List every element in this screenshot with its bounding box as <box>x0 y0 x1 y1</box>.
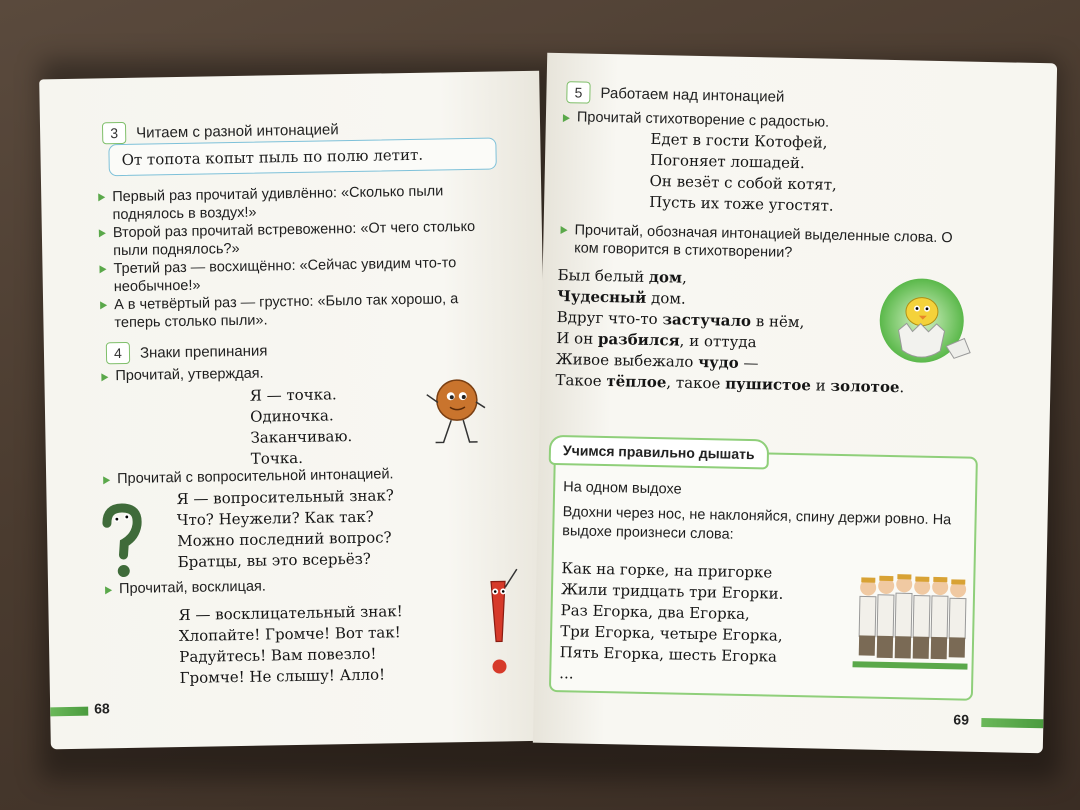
instruction: Прочитай с вопросительной интонацией. <box>101 466 394 487</box>
section-number: 4 <box>106 342 130 364</box>
left-page <box>39 71 551 750</box>
poem-kotofey <box>649 129 838 217</box>
poem-line: Погоняет лошадей. <box>649 150 805 173</box>
tongue-twister-text: От топота копыт пыль по полю летит. <box>121 145 424 169</box>
list-item: Третий раз — восхищённо: «Сейчас увидим что-то необычное!» <box>97 253 498 296</box>
poem-line: Три Егорка, четыре Егорка, <box>559 622 783 645</box>
poem-egorki <box>559 558 784 689</box>
list-item: Первый раз прочитай удивлённо: «Сколько пыли поднялось в воздух!» <box>96 181 497 224</box>
dot-character-icon <box>414 372 495 453</box>
poem-line: Пусть их тоже угостят. <box>648 192 834 215</box>
poem-line: Чудесный дом. <box>557 286 686 308</box>
instruction: Прочитай, восклицая. <box>103 579 266 598</box>
poem-line: Радуйтесь! Вам повезло! <box>179 644 377 667</box>
poem-question <box>176 485 395 573</box>
section-3-tasks <box>96 181 498 332</box>
poem-line: Точка. <box>250 448 304 468</box>
poem-dot <box>250 384 353 470</box>
poem-line: Хлопайте! Громче! Вот так! <box>178 623 401 646</box>
chick-in-egg-icon <box>876 275 978 372</box>
poem-line: ... <box>559 664 574 683</box>
poem-line: Громче! Не слышу! Алло! <box>179 665 386 688</box>
poem-line: Живое выбежало чудо — <box>555 349 759 373</box>
list-item: А в четвёртый раз — грустно: «Было так хорошо, а теперь столько пыли». <box>98 289 499 332</box>
poem-line: Можно последний вопрос? <box>177 528 392 551</box>
instruction: Прочитай, обозначая интонацией выделенные слова. О ком говорится в стихотворении? <box>558 221 975 266</box>
poem-line: Заканчиваю. <box>250 427 353 447</box>
tip-tab: Учимся правильно дышать <box>549 435 769 470</box>
section-title: Работаем над интонацией <box>600 84 785 106</box>
poem-line: Одиночка. <box>249 406 334 426</box>
instruction: Прочитай, утверждая. <box>99 366 264 385</box>
section-4-header <box>106 339 268 364</box>
exclamation-mark-character-icon <box>473 561 525 682</box>
list-item: Второй раз прочитай встревоженно: «От чего столько пыли поднялось?» <box>97 217 498 260</box>
poem-line: Такое тёплое, такое пушистое и золотое. <box>555 370 905 397</box>
section-number: 3 <box>102 122 126 144</box>
poem-line: Был белый дом, <box>557 266 688 287</box>
question-mark-character-icon <box>97 503 148 584</box>
poem-line: Братцы, вы это всерьёз? <box>177 549 371 572</box>
page-number-bar <box>50 707 88 717</box>
poem-chick <box>555 265 906 398</box>
poem-exclamation <box>178 601 404 689</box>
tongue-twister-box <box>108 137 496 176</box>
egorki-boys-icon <box>852 569 969 676</box>
poem-line: Вдруг что-то застучало в нём, <box>556 307 805 332</box>
section-5-header <box>566 81 784 108</box>
poem-line: Раз Егорка, два Егорка, <box>560 601 750 624</box>
poem-line: Что? Неужели? Как так? <box>176 507 374 530</box>
poem-line: Я — точка. <box>249 385 337 405</box>
page-number-bar <box>981 718 1043 728</box>
page-number: 68 <box>94 700 110 717</box>
poem-line: Как на горке, на пригорке <box>561 559 773 582</box>
poem-line: Жили тридцать три Егорки. <box>560 580 784 603</box>
page-number: 69 <box>953 711 970 728</box>
instruction: Прочитай стихотворение с радостью. <box>561 109 830 131</box>
section-number: 5 <box>566 81 590 103</box>
poem-line: Я — вопросительный знак? <box>176 486 394 509</box>
poem-line: Пять Егорка, шесть Егорка <box>559 643 778 666</box>
section-title: Читаем с разной интонацией <box>135 120 339 142</box>
tip-subtitle: На одном выдохе <box>563 479 682 498</box>
section-title: Знаки препинания <box>139 341 268 362</box>
poem-line: Я — восклицательный знак! <box>178 602 403 625</box>
poem-line: И он разбился, и оттуда <box>556 328 757 352</box>
tip-text: Вдохни через нос, не наклоняйся, спину держи ровно. На выдохе произнеси слова: <box>562 504 952 543</box>
poem-line: Едет в гости Котофей, <box>650 129 828 152</box>
poem-line: Он везёт с собой котят, <box>649 171 837 194</box>
right-page <box>533 53 1057 754</box>
